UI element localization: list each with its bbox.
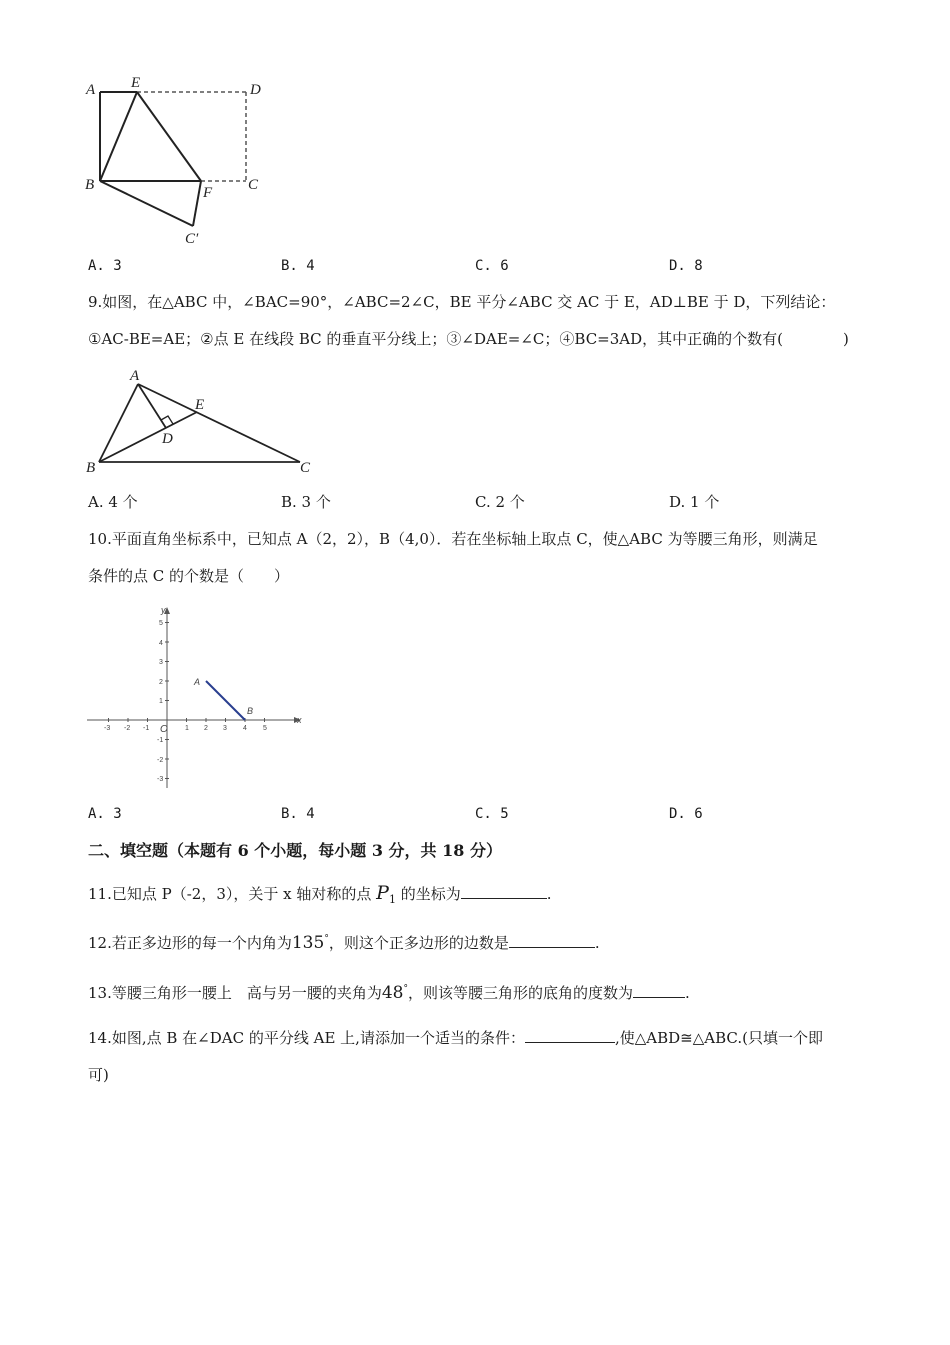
q9-choice-c[interactable]: C. 2 个 <box>475 493 525 511</box>
q13-answer-blank[interactable] <box>633 985 685 998</box>
q14-line-2: 可) <box>88 1066 109 1084</box>
x-tick-label: 2 <box>204 725 208 732</box>
q11-symbol: P <box>376 882 389 904</box>
segment-EF <box>137 92 201 181</box>
q13-text-post: ，则该等腰三角形的底角的度数为 <box>408 984 634 1002</box>
q11-answer-blank[interactable] <box>461 886 547 899</box>
label-C: C <box>248 177 259 193</box>
label-F: F <box>203 185 213 201</box>
q13-degree: ° <box>403 984 408 994</box>
q12-number: 135 <box>291 933 325 953</box>
q11-subscript: 1 <box>388 893 396 906</box>
x-tick-label: 1 <box>185 725 189 732</box>
label-B: B <box>85 177 95 193</box>
label-B: B <box>86 460 96 476</box>
q13-text: 13.等腰三角形一腰上 高与另一腰的夹角为 <box>88 984 382 1002</box>
q12-answer-blank[interactable] <box>509 935 595 948</box>
q11-text-post: 的坐标为 <box>395 885 461 903</box>
q11 <box>88 884 552 905</box>
y-axis-label: y <box>161 605 166 615</box>
q10-coordinate-plane <box>85 605 310 790</box>
q12-degree: ° <box>324 934 329 944</box>
segment-FCprime <box>193 181 201 226</box>
q9-choice-a[interactable]: A. 4 个 <box>88 493 138 511</box>
q8-choice-d[interactable]: D. 8 <box>669 258 703 274</box>
x-tick-label: 4 <box>243 725 247 732</box>
q10-choice-a[interactable]: A. 3 <box>88 806 122 822</box>
label-D: D <box>162 431 173 447</box>
y-tick-label: -2 <box>157 757 164 764</box>
q11-period: . <box>546 885 552 903</box>
q12-period: . <box>594 934 600 952</box>
q10-line-2: 条件的点 C 的个数是（ ） <box>88 567 290 585</box>
q14-text-post: ,使△ABD≅△ABC.(只填一个即 <box>614 1029 823 1047</box>
label-D: D <box>250 82 261 98</box>
q13-period: . <box>685 984 690 1002</box>
x-tick-label: -1 <box>143 725 150 732</box>
x-axis-label: x <box>297 715 302 725</box>
y-tick-label: 3 <box>159 659 163 666</box>
q9-figure <box>80 362 330 482</box>
y-tick-label: 2 <box>159 679 163 686</box>
point-A-label: A <box>194 677 201 687</box>
segment-AB <box>206 681 245 720</box>
x-tick-label: 3 <box>223 725 227 732</box>
label-A: A <box>130 368 140 384</box>
x-tick-label: 5 <box>263 725 267 732</box>
q12-text: 12.若正多边形的每一个内角为 <box>88 934 292 952</box>
q11-text: 11.已知点 P（-2，3），关于 x 轴对称的点 <box>88 885 377 903</box>
q14-answer-blank[interactable] <box>525 1030 615 1043</box>
q9-choice-d[interactable]: D. 1 个 <box>669 493 720 511</box>
q12-text-post: ，则这个正多边形的边数是 <box>328 934 509 952</box>
q14-text: 14.如图,点 B 在∠DAC 的平分线 AE 上,请添加一个适当的条件： <box>88 1029 525 1047</box>
y-tick-label: -1 <box>157 737 164 744</box>
q8-choice-c[interactable]: C. 6 <box>475 258 509 274</box>
label-E: E <box>131 75 141 91</box>
q10-choice-d[interactable]: D. 6 <box>669 806 703 822</box>
origin-label: O <box>160 724 168 735</box>
label-E: E <box>195 397 205 413</box>
label-A: A <box>86 82 96 98</box>
q14-line-1 <box>88 1030 823 1046</box>
y-tick-label: 1 <box>159 698 163 705</box>
q10-line-1: 10.平面直角坐标系中，已知点 A（2，2），B（4,0）．若在坐标轴上取点 C，使△ABC 为等腰三角形，则满足 <box>88 530 818 548</box>
y-tick-label: -3 <box>157 776 164 783</box>
q8-choice-a[interactable]: A. 3 <box>88 258 122 274</box>
q8-figure <box>80 70 280 250</box>
label-Cprime: C′ <box>185 231 199 247</box>
q13-number: 48 <box>381 983 404 1003</box>
q13 <box>88 985 690 1002</box>
section-2-heading: 二、填空题（本题有 6 个小题，每小题 3 分，共 18 分） <box>88 841 502 860</box>
label-C: C <box>300 460 311 476</box>
y-tick-label: 5 <box>159 620 163 627</box>
q10-choice-b[interactable]: B. 4 <box>281 806 315 822</box>
point-B-label: B <box>247 706 254 716</box>
x-tick-label: -2 <box>124 725 131 732</box>
y-tick-label: 4 <box>159 640 163 647</box>
q9-line-1: 9.如图，在△ABC 中，∠BAC=90°，∠ABC=2∠C，BE 平分∠ABC 交 AC 于 E，AD⊥BE 于 D，下列结论： <box>88 293 836 311</box>
segment-AB <box>99 384 138 462</box>
segment-BCprime <box>100 181 193 226</box>
segment-BE <box>99 412 197 462</box>
x-tick-label: -3 <box>104 725 111 732</box>
q8-choice-b[interactable]: B. 4 <box>281 258 315 274</box>
q9-choice-b[interactable]: B. 3 个 <box>281 493 331 511</box>
q12 <box>88 935 600 952</box>
segment-BE <box>100 92 137 181</box>
q10-choice-c[interactable]: C. 5 <box>475 806 509 822</box>
q9-line-2: ①AC-BE=AE；②点 E 在线段 BC 的垂直平分线上；③∠DAE=∠C；④BC=3AD，其中正确的个数有( ) <box>88 330 849 348</box>
